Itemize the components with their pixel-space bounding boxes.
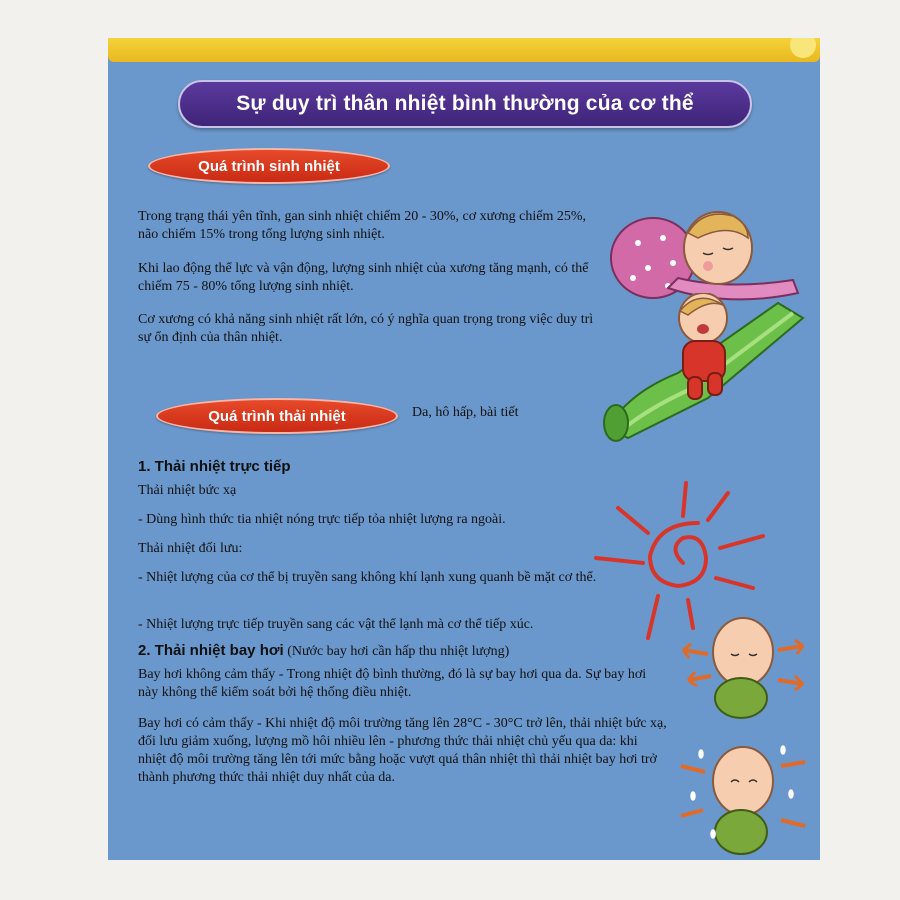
section-label-heat-loss	[156, 398, 398, 434]
top-yellow-band	[108, 38, 820, 62]
line-radiation: Thải nhiệt bức xạ	[138, 483, 237, 498]
paragraph-sensible-evaporation: Bay hơi có cảm thấy - Khi nhiệt độ môi trường tăng lên 28°C - 30°C trở lên, thải nhiệt bức xạ, đối lưu giảm xuống, lượng mồ hôi nhiều lên - phương thức thải nhiệt chủ yếu qua da: khi nhiệt độ môi trường tăng lên tới mức bằng hoặc vượt quá thân nhiệt thì thải nhiệt bay hơi trở thành phương thức thải nhiệt duy nhất của da.	[138, 716, 667, 785]
paragraph-insensible-evaporation: Bay hơi không cảm thấy - Trong nhiệt độ bình thường, đó là sự bay hơi qua da. Sự bay hơi này không thể kiểm soát bởi hệ thống điều nhiệt.	[138, 667, 647, 700]
heading-direct-heat-loss: 1. Thải nhiệt trực tiếp	[138, 458, 291, 475]
book-page	[108, 38, 820, 860]
paragraph-rest-heat: Trong trạng thái yên tĩnh, gan sinh nhiệt chiếm 20 - 30%, cơ xương chiếm 25%, não chiếm 15% trong tổng lượng sinh nhiệt.	[138, 209, 587, 242]
section-label-text: Quá trình sinh nhiệt	[198, 157, 340, 175]
line-conduction: - Nhiệt lượng trực tiếp truyền sang các vật thể lạnh mà cơ thể tiếp xúc.	[138, 617, 534, 632]
baby-slide-illustration	[598, 293, 813, 443]
page-title: Sự duy trì thân nhiệt bình thường của cơ thể	[236, 92, 694, 115]
line-radiation-desc: - Dùng hình thức tia nhiệt nóng trực tiếp tỏa nhiệt lượng ra ngoài.	[138, 512, 506, 527]
heading-evaporation	[138, 642, 509, 660]
corner-dot	[790, 38, 816, 58]
page-title-banner	[178, 80, 752, 128]
section-label-heat-production	[148, 148, 390, 184]
paragraph-muscle-heat: Cơ xương có khả năng sinh nhiệt rất lớn, có ý nghĩa quan trọng trong việc duy trì sự ổn định của thân nhiệt.	[138, 312, 594, 345]
baby-sweating-illustration	[673, 736, 813, 860]
heat-loss-channels: Da, hô hấp, bài tiết	[412, 405, 519, 420]
line-convection: Thải nhiệt đối lưu:	[138, 541, 243, 556]
heading-evaporation-title: 2. Thải nhiệt bay hơi	[138, 642, 284, 659]
line-convection-air: - Nhiệt lượng của cơ thể bị truyền sang không khí lạnh xung quanh bề mặt cơ thể.	[138, 570, 597, 585]
section-label-text: Quá trình thải nhiệt	[208, 407, 346, 425]
baby-convection-illustration	[673, 610, 813, 720]
heading-evaporation-note: (Nước bay hơi cần hấp thu nhiệt lượng)	[283, 644, 510, 659]
sleeping-baby-illustration	[608, 198, 808, 308]
paragraph-exercise-heat: Khi lao động thể lực và vận động, lượng sinh nhiệt của xương tăng mạnh, có thể chiếm 75 - 80% tổng lượng sinh nhiệt.	[138, 261, 589, 294]
